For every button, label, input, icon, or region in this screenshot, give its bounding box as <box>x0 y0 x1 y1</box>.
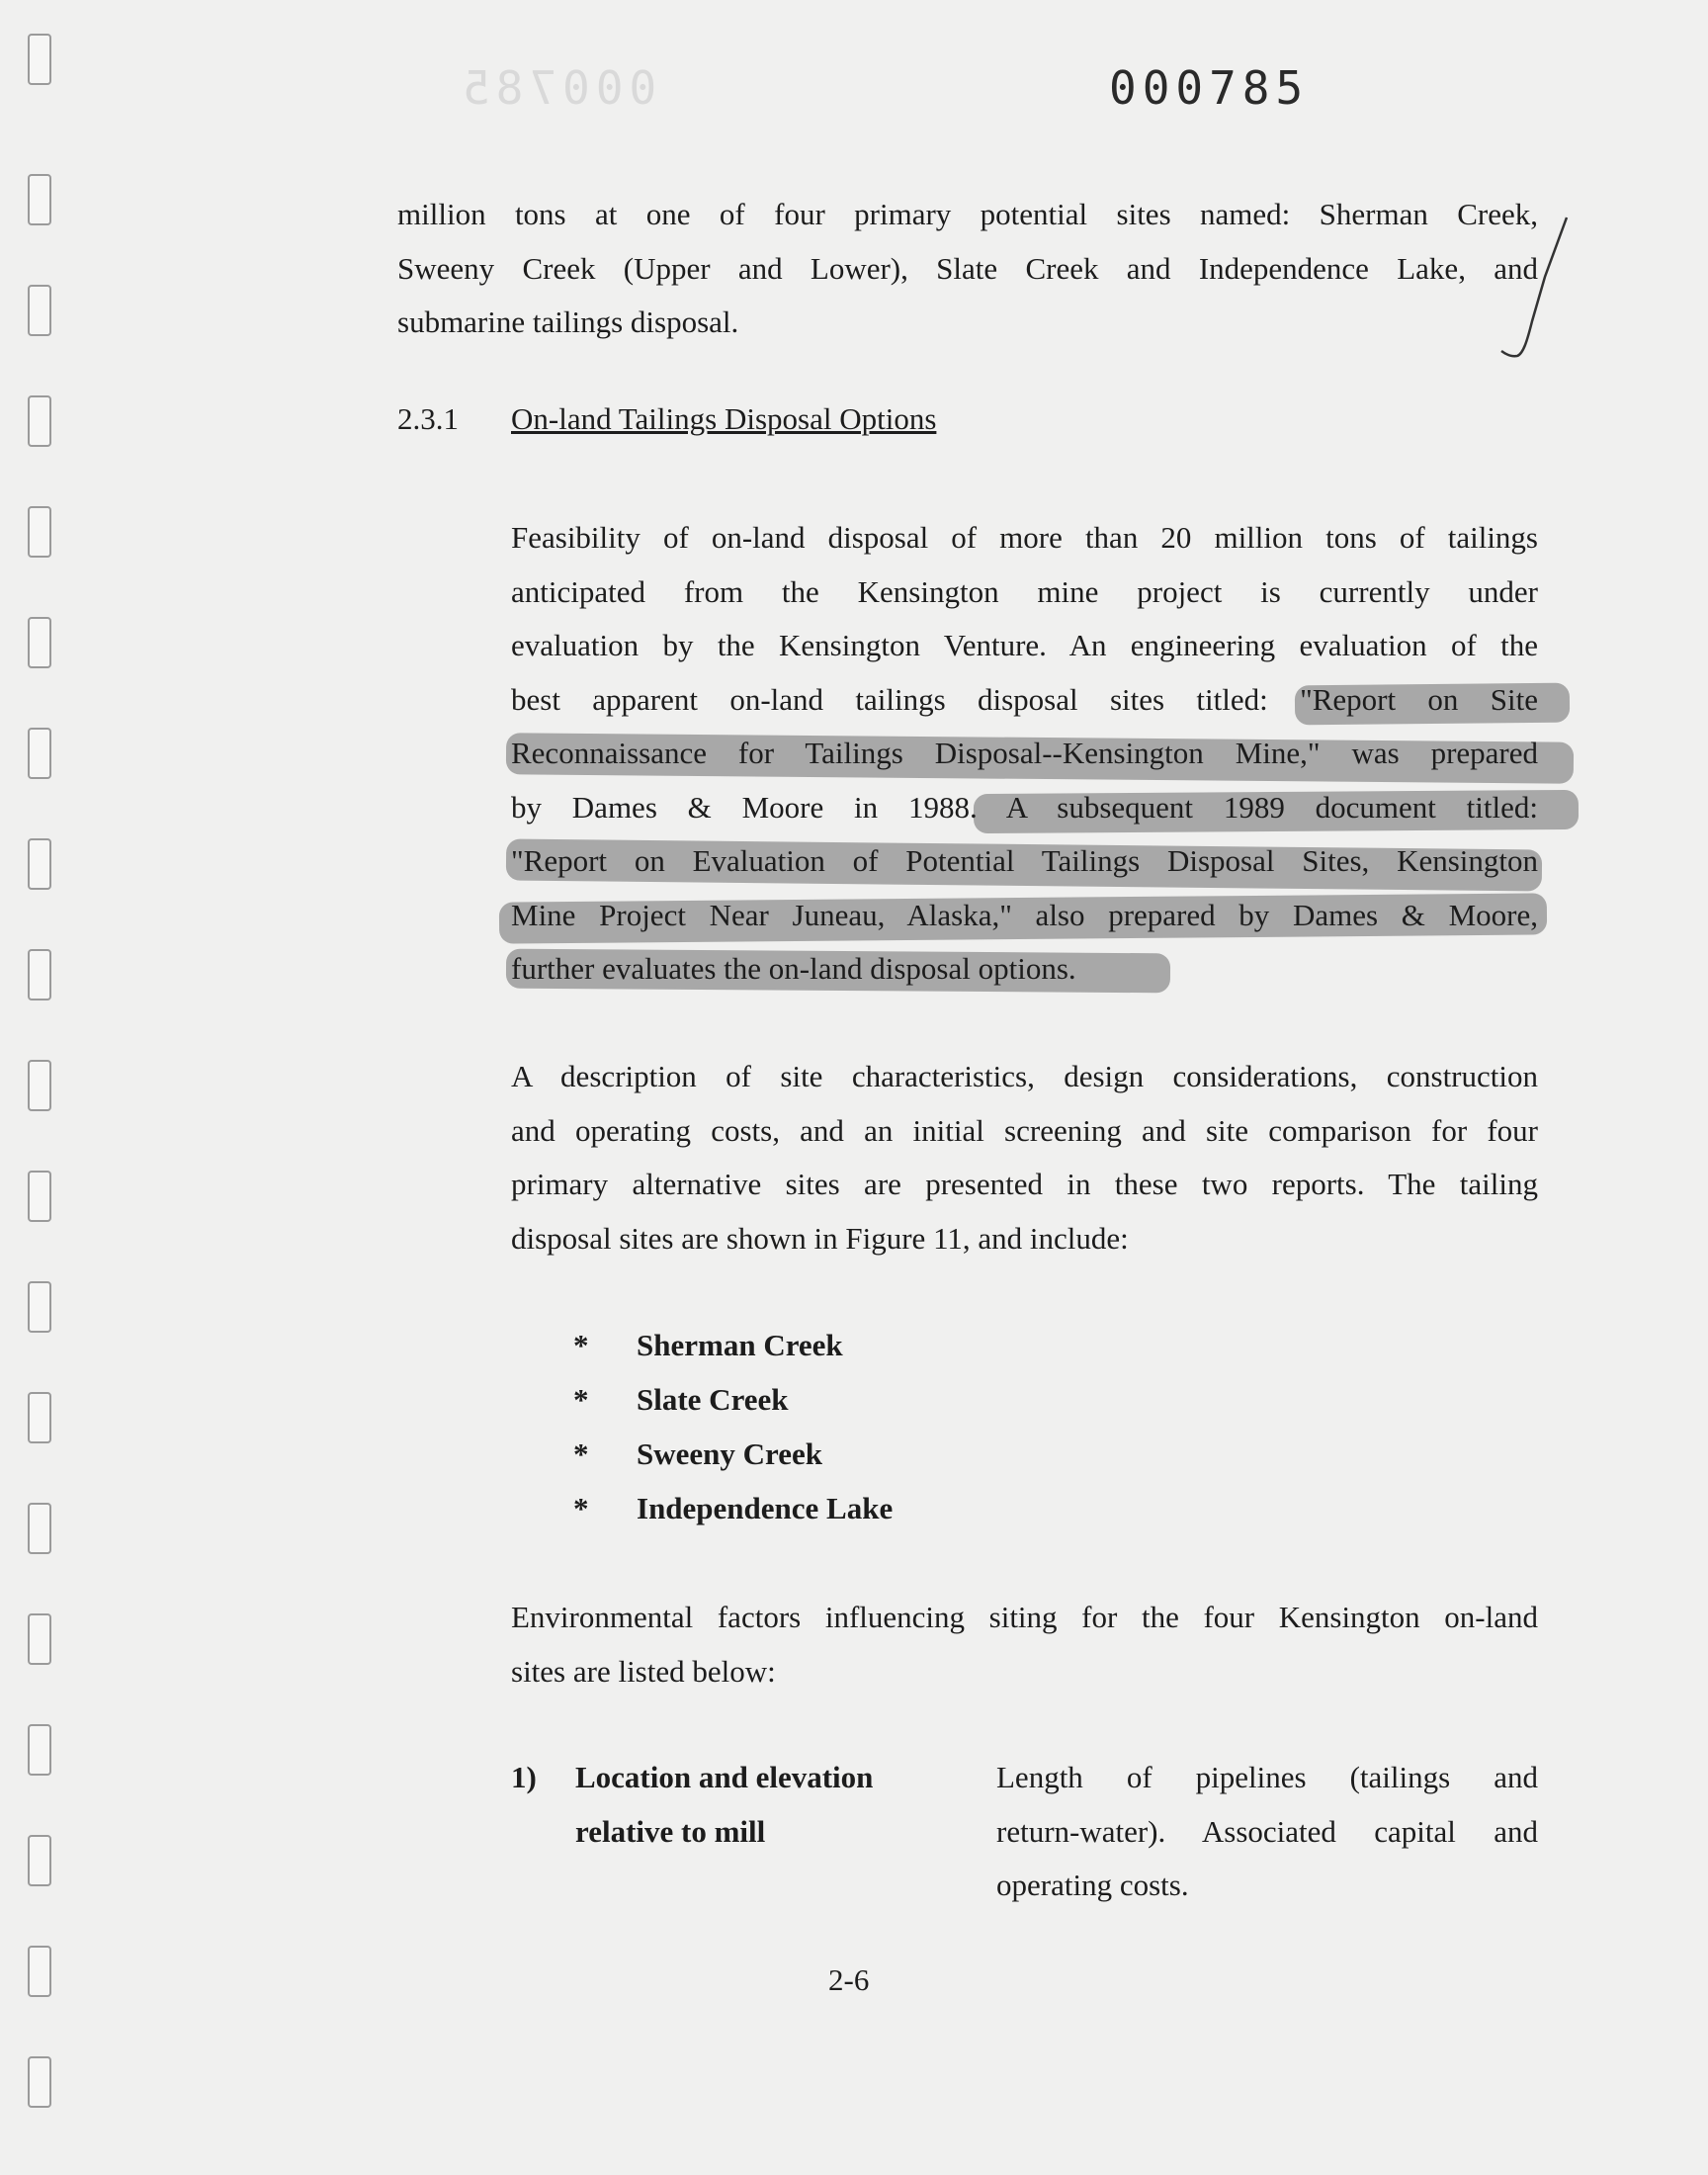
text-line: return-water). Associated capital and <box>996 1813 1538 1849</box>
text-line: and operating costs, and an initial screening and site comparison for four <box>511 1112 1538 1148</box>
factor-number: 1) <box>511 1760 537 1794</box>
text-line: best apparent on-land tailings disposal sites titled: "Report on Site <box>511 681 1538 717</box>
text-line: primary alternative sites are presented in these two reports. The tailing <box>511 1167 1538 1201</box>
binder-hole <box>28 1060 51 1111</box>
bullet-asterisk: * <box>573 1491 589 1525</box>
section-title: On-land Tailings Disposal Options <box>511 401 937 436</box>
text-line: million tons at one of four primary potential sites named: Sherman Creek, <box>397 197 1538 231</box>
feasibility-paragraph <box>511 511 1538 997</box>
factor-term-line: relative to mill <box>575 1813 766 1849</box>
binder-hole <box>28 1281 51 1333</box>
binder-hole <box>28 174 51 225</box>
text-line: Mine Project Near Juneau, Alaska," also prepared by Dames & Moore, <box>511 897 1538 932</box>
bullet-asterisk: * <box>573 1328 589 1362</box>
binder-hole <box>28 838 51 890</box>
text-line: Feasibility of on-land disposal of more than 20 million tons of tailings <box>511 520 1538 555</box>
binder-hole <box>28 949 51 1000</box>
binder-hole <box>28 395 51 447</box>
site-name: Sherman Creek <box>637 1328 843 1362</box>
stamp-number: 000785 <box>1109 61 1310 115</box>
binder-hole <box>28 1171 51 1222</box>
intro-paragraph <box>397 188 1538 350</box>
factors-paragraph <box>511 1591 1538 1698</box>
binder-hole <box>28 506 51 558</box>
bullet-asterisk: * <box>573 1382 589 1417</box>
description-paragraph <box>511 1050 1538 1265</box>
binder-hole <box>28 1724 51 1776</box>
text-line: A description of site characteristics, design considerations, construction <box>511 1059 1538 1093</box>
binder-hole <box>28 1613 51 1665</box>
binder-hole <box>28 1392 51 1443</box>
binder-hole <box>28 728 51 779</box>
site-name: Slate Creek <box>637 1382 789 1417</box>
text-line: sites are listed below: <box>511 1653 776 1689</box>
binder-hole <box>28 34 51 85</box>
text-line: anticipated from the Kensington mine project is currently under <box>511 573 1538 609</box>
text-line: operating costs. <box>996 1868 1189 1902</box>
factor-term <box>575 1751 873 1859</box>
text-line: by Dames & Moore in 1988. A subsequent 1989 document titled: <box>511 789 1538 825</box>
text-line: disposal sites are shown in Figure 11, and include: <box>511 1220 1129 1256</box>
text-line: Sweeny Creek (Upper and Lower), Slate Creek and Independence Lake, and <box>397 250 1538 286</box>
section-number: 2.3.1 <box>397 401 459 436</box>
page-number: 2-6 <box>828 1962 870 1997</box>
text-line: Length of pipelines (tailings and <box>996 1760 1538 1794</box>
text-line: Environmental factors influencing siting for the four Kensington on-land <box>511 1600 1538 1634</box>
binder-holes <box>0 0 69 2175</box>
site-name: Sweeny Creek <box>637 1436 822 1471</box>
text-line: Reconnaissance for Tailings Disposal--Kensington Mine," was prepared <box>511 736 1538 770</box>
binder-hole <box>28 1835 51 1886</box>
text-line: evaluation by the Kensington Venture. An engineering evaluation of the <box>511 628 1538 662</box>
binder-hole <box>28 2056 51 2108</box>
binder-hole <box>28 1503 51 1554</box>
stamp-bleed-through: 000785 <box>457 61 657 115</box>
text-line: further evaluates the on-land disposal options. <box>511 951 1076 986</box>
factor-description <box>996 1751 1538 1913</box>
text-line: submarine tailings disposal. <box>397 304 739 339</box>
binder-hole <box>28 1946 51 1997</box>
bullet-asterisk: * <box>573 1436 589 1471</box>
binder-hole <box>28 617 51 668</box>
factor-term-line: Location and elevation <box>575 1760 874 1794</box>
text-line: "Report on Evaluation of Potential Tailings Disposal Sites, Kensington <box>511 843 1538 878</box>
binder-hole <box>28 285 51 336</box>
site-name: Independence Lake <box>637 1491 894 1525</box>
